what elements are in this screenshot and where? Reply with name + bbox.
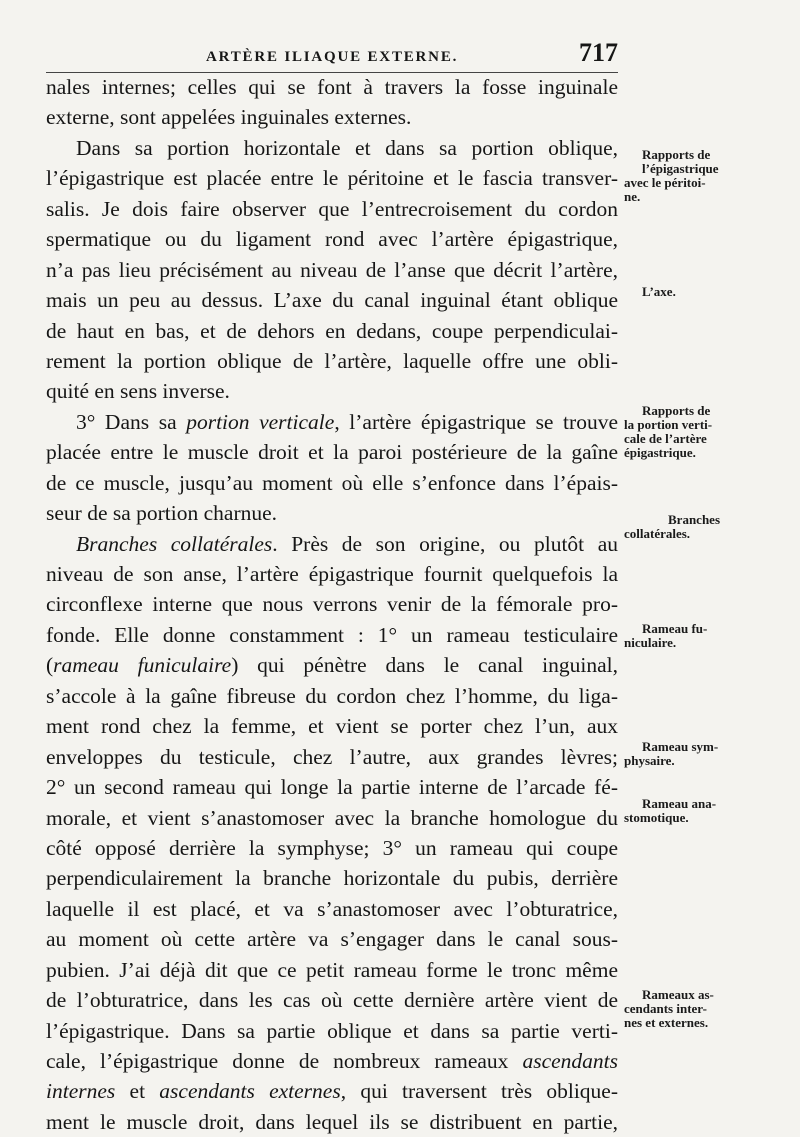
margin-note-axe (624, 285, 792, 299)
margin-note-line: cale de l’artère (624, 431, 707, 446)
margin-note-line: nes et externes. (624, 1015, 709, 1030)
text-line: rement la portion oblique de l’artère, laquelle offre une obli- (46, 348, 618, 373)
margin-note-line: ne. (624, 189, 641, 204)
text-line: 3° Dans sa portion verticale, l’artère épigastrique se trouve (76, 409, 618, 434)
text-line: de l’obturatrice, dans les cas où cette dernière artère vient de (46, 988, 618, 1013)
text-line: 2° un second rameau qui longe la partie interne de l’arcade fé- (46, 775, 618, 800)
margin-note-line: épigastrique. (624, 445, 696, 460)
page-number: 717 (579, 38, 618, 67)
text-line: morale, et vient s’anastomoser avec la branche homologue du (46, 805, 618, 830)
margin-note-line: niculaire. (624, 635, 677, 650)
margin-note-rapports-verticale (624, 404, 792, 460)
text-line: l’épigastrique est placée entre le péritoine et le fascia transver- (46, 166, 618, 191)
text-line: côté opposé derrière la symphyse; 3° un rameau qui coupe (46, 835, 618, 860)
text-line: niveau de son anse, l’artère épigastrique fournit quelquefois la (46, 562, 618, 586)
margin-note-line: Branches (668, 512, 720, 527)
text-line: enveloppes du testicule, chez l’autre, aux grandes lèvres; (46, 744, 618, 769)
text-line: quité en sens inverse. (46, 379, 230, 404)
margin-note-anastomotique (624, 797, 792, 825)
text-line: n’a pas lieu précisément au niveau de l’anse que décrit l’artère, (46, 257, 618, 282)
margin-note-line: Rameau fu- (642, 621, 708, 636)
margin-note-line: Rameau ana- (642, 796, 717, 811)
text-line: Branches collatérales. Près de son origine, ou plutôt au (76, 531, 618, 556)
text-line: ment le muscle droit, dans lequel ils se distribuent en partie, (46, 1109, 618, 1134)
margin-note-funiculaire (624, 622, 792, 650)
text-line: salis. Je dois faire observer que l’entrecroisement du cordon (46, 196, 618, 221)
running-title: ARTÈRE ILIAQUE EXTERNE. (206, 49, 459, 65)
margin-note-branches (624, 513, 792, 541)
margin-note-ascendants (624, 988, 792, 1030)
text-line: Dans sa portion horizontale et dans sa portion oblique, (76, 135, 618, 160)
text-line: de ce muscle, jusqu’au moment où elle s’enfonce dans l’épais- (46, 470, 618, 495)
text-line: (rameau funiculaire) qui pénètre dans le canal inguinal, (46, 653, 618, 678)
margin-note-line: Rapports de (642, 403, 711, 418)
text-line: seur de sa portion charnue. (46, 501, 278, 526)
text-line: de haut en bas, et de dehors en dedans, coupe perpendiculai- (46, 318, 618, 343)
margin-note-line: L’axe. (642, 284, 676, 299)
text-line: laquelle il est placé, et va s’anastomoser avec l’obturatrice, (46, 896, 618, 921)
text-line: externe, sont appelées inguinales externes. (46, 105, 412, 130)
text-line: internes et ascendants externes, qui traversent très oblique- (46, 1079, 618, 1104)
margin-note-line: Rapports de (642, 147, 711, 162)
text-line: mais un peu au dessus. L’axe du canal inguinal étant oblique (46, 288, 618, 313)
margin-note-line: la portion verti- (624, 417, 713, 432)
text-line: au moment où cette artère va s’engager dans le canal sous- (46, 927, 618, 952)
body-text (46, 72, 618, 1137)
text-line: nales internes; celles qui se font à travers la fosse inguinale (46, 75, 618, 99)
text-line: cale, l’épigastrique donne de nombreux rameaux ascendants (46, 1049, 618, 1073)
margin-note-line: collatérales. (624, 526, 691, 541)
margin-note-symphysaire (624, 740, 792, 768)
text-line: fonde. Elle donne constamment : 1° un rameau testiculaire (46, 622, 618, 647)
text-line: l’épigastrique. Dans sa partie oblique et dans sa partie verti- (46, 1018, 618, 1043)
margin-note-rapports-peritoine (624, 148, 792, 204)
page-header (46, 38, 618, 73)
margin-note-line: stomotique. (624, 810, 689, 825)
text-line: pubien. J’ai déjà dit que ce petit rameau forme le tronc même (46, 957, 618, 982)
margin-note-line: avec le péritoi- (624, 175, 706, 190)
margin-note-line: Rameau sym- (642, 739, 719, 754)
text-line: ment rond chez la femme, et vient se porter chez l’un, aux (46, 714, 618, 739)
text-line: s’accole à la gaîne fibreuse du cordon chez l’homme, du liga- (46, 683, 618, 708)
margin-note-line: cendants inter- (624, 1001, 707, 1016)
text-line: circonflexe interne que nous verrons venir de la fémorale pro- (46, 592, 618, 617)
text-line: placée entre le muscle droit et la paroi postérieure de la gaîne (46, 440, 618, 465)
text-line: perpendiculairement la branche horizontale du pubis, derrière (46, 866, 618, 891)
margin-note-line: l’épigastrique (642, 161, 719, 176)
margin-note-line: physaire. (624, 753, 675, 768)
margin-note-line: Rameaux as- (642, 987, 714, 1002)
text-line: spermatique ou du ligament rond avec l’artère épigastrique, (46, 227, 618, 252)
